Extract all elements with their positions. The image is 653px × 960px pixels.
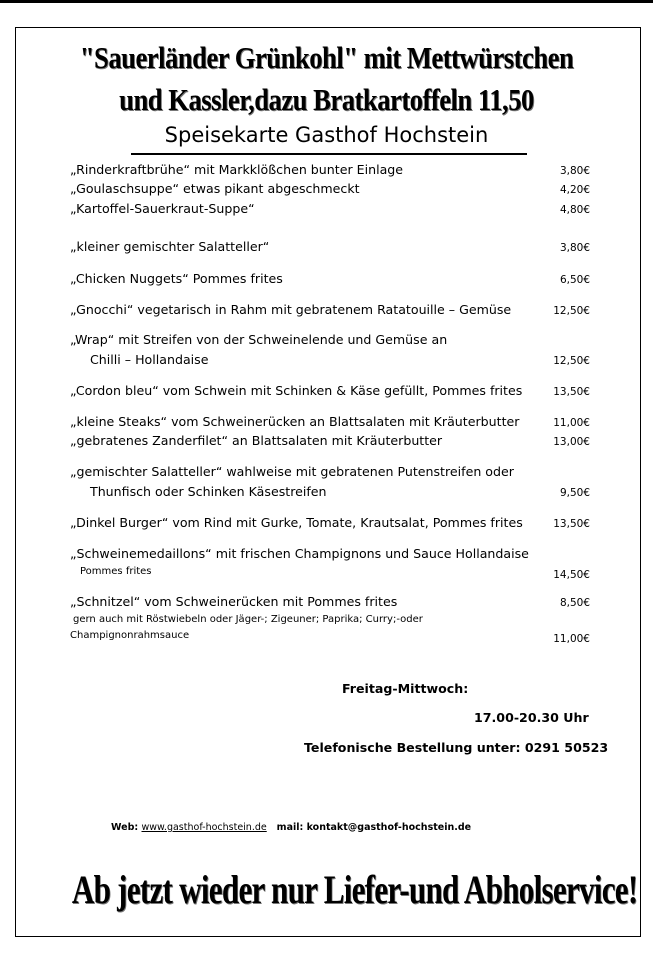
menu-item (70, 462, 590, 502)
item-price: 12,50€ (553, 355, 590, 367)
item-variants-cont: Champignonrahmsauce (70, 630, 190, 641)
item-price: 13,00€ (553, 436, 590, 448)
item-name: „kleine Steaks“ vom Schweinerücken an Blattsalaten mit Kräuterbutter (70, 414, 520, 429)
headline-line-1: "Sauerländer Grünkohl" mit Mettwürstchen (79, 40, 574, 75)
item-price: 3,80€ (559, 165, 590, 177)
item-name: „Schweinemedaillons“ mit frischen Champignons und Sauce Hollandaise (70, 546, 529, 561)
item-price: 13,50€ (553, 518, 590, 530)
web-label: Web: (111, 822, 139, 833)
title-underline (131, 153, 527, 155)
headline-line-2: und Kassler,dazu Bratkartoffeln 11,50 (119, 82, 534, 117)
item-name: „Goulaschsuppe“ etwas pikant abgeschmeckt (70, 181, 360, 196)
item-price: 4,20€ (559, 184, 590, 196)
mail-label: mail: (276, 822, 304, 833)
item-variants: gern auch mit Röstwiebeln oder Jäger-; Zigeuner; Paprika; Curry;-oder (73, 614, 423, 625)
phone-order: Telefonische Bestellung unter: 0291 50523 (304, 740, 609, 755)
item-name: „Chicken Nuggets“ Pommes frites (70, 271, 283, 286)
item-price: 11,00€ (553, 417, 590, 429)
menu-item (70, 412, 590, 432)
menu-item (70, 431, 590, 451)
email-address[interactable]: kontakt@gasthof-hochstein.de (306, 822, 472, 833)
item-price: 12,50€ (553, 305, 590, 317)
menu-item (70, 269, 590, 289)
item-description: Thunfisch oder Schinken Käsestreifen (90, 484, 327, 499)
item-name: „Cordon bleu“ vom Schwein mit Schinken & Käse gefüllt, Pommes frites (70, 383, 523, 398)
footer-notice: Ab jetzt wieder nur Liefer-und Abholservice! (71, 867, 638, 912)
opening-days: Freitag-Mittwoch: (342, 681, 469, 696)
item-price: 4,80€ (559, 204, 590, 216)
menu-title: Speisekarte Gasthof Hochstein (164, 123, 489, 147)
item-name: „Gnocchi“ vegetarisch in Rahm mit gebratenem Ratatouille – Gemüse (70, 302, 512, 317)
item-description: Pommes frites (80, 566, 152, 577)
item-price-variant: 11,00€ (553, 633, 590, 645)
menu-item (70, 592, 590, 644)
item-name: „Wrap“ mit Streifen von der Schweinelende und Gemüse an (70, 332, 448, 347)
menu-item (70, 544, 590, 580)
menu-item (70, 160, 590, 180)
menu-item (70, 199, 590, 219)
menu-item (70, 300, 590, 320)
item-price: 13,50€ (553, 386, 590, 398)
menu-item (70, 330, 590, 370)
menu-item (70, 513, 590, 533)
item-price: 9,50€ (559, 487, 590, 499)
item-name: „gebratenes Zanderfilet“ an Blattsalaten mit Kräuterbutter (70, 433, 443, 448)
item-price: 3,80€ (559, 242, 590, 254)
item-name: „Rinderkraftbrühe“ mit Markklößchen bunter Einlage (70, 162, 404, 177)
opening-hours: 17.00-20.30 Uhr (474, 710, 589, 725)
item-name: „Dinkel Burger“ vom Rind mit Gurke, Tomate, Krautsalat, Pommes frites (70, 515, 523, 530)
menu-item (70, 237, 590, 257)
menu-item (70, 179, 590, 199)
contact-line (111, 822, 471, 833)
item-name: „kleiner gemischter Salatteller“ (70, 239, 270, 254)
item-price: 6,50€ (559, 274, 590, 286)
item-price: 14,50€ (553, 569, 590, 581)
item-price: 8,50€ (559, 597, 590, 609)
menu-item (70, 381, 590, 401)
item-description: Chilli – Hollandaise (90, 352, 209, 367)
website-link[interactable]: www.gasthof-hochstein.de (141, 822, 267, 833)
item-name: „Schnitzel“ vom Schweinerücken mit Pommes frites (70, 594, 398, 609)
item-name: „Kartoffel-Sauerkraut-Suppe“ (70, 201, 255, 216)
top-border-line (0, 0, 653, 3)
item-name: „gemischter Salatteller“ wahlweise mit gebratenen Putenstreifen oder (70, 464, 514, 479)
